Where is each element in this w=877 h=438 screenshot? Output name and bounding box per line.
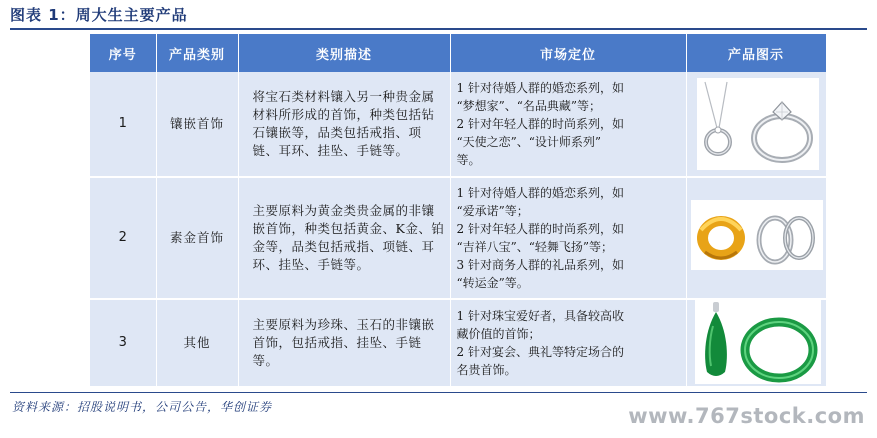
table-row xyxy=(90,177,826,299)
positioning-line: 2 针对年轻人群的时尚系列，如 xyxy=(456,117,624,131)
row-category: 镶嵌首饰 xyxy=(156,72,238,177)
row-category: 素金首饰 xyxy=(156,177,238,299)
positioning-line: “爱承诺”等； xyxy=(456,204,529,218)
positioning-line: 藏价值的首饰； xyxy=(456,327,541,341)
title-rule xyxy=(10,28,867,30)
table-row xyxy=(90,299,826,387)
row-description: 将宝石类材料镶入另一种贵金属材料所形成的首饰，种类包括钻石镶嵌等，品类包括戒指、项链、耳环、挂坠、手链等。 xyxy=(238,72,450,177)
watermark: www.767stock.com xyxy=(628,404,865,428)
positioning-line: “转运金”等。 xyxy=(456,276,529,290)
positioning-line: 名贵首饰。 xyxy=(456,363,517,377)
row-description: 主要原料为黄金类贵金属的非镶嵌首饰，种类包括黄金、K金、铂金等，品类包括戒指、项链、耳环、挂坠、手链等。 xyxy=(238,177,450,299)
row-description: 主要原料为珍珠、玉石的非镶嵌首饰，包括戒指、挂坠、手链等。 xyxy=(238,299,450,387)
gold-ring-and-platinum-bands-icon xyxy=(687,178,827,298)
positioning-line: “吉祥八宝”、“轻舞飞扬”等； xyxy=(456,240,614,254)
row-number: 3 xyxy=(90,299,156,387)
row-positioning xyxy=(450,72,686,177)
row-number: 1 xyxy=(90,72,156,177)
positioning-line: “梦想家”、“名品典藏”等； xyxy=(456,99,602,113)
figure-title: 图表 1：周大生主要产品 xyxy=(10,6,188,24)
positioning-line: 3 针对商务人群的礼品系列，如 xyxy=(456,258,624,272)
table-row xyxy=(90,72,826,177)
row-image xyxy=(686,72,826,177)
positioning-line: 1 针对待婚人群的婚恋系列，如 xyxy=(456,186,624,200)
header-number: 序号 xyxy=(90,34,156,72)
row-image xyxy=(686,177,826,299)
row-image xyxy=(686,299,826,387)
products-table xyxy=(90,34,827,388)
header-positioning: 市场定位 xyxy=(450,34,686,72)
header-image: 产品图示 xyxy=(686,34,826,72)
source-rule xyxy=(10,392,867,393)
source-note: 资料来源：招股说明书，公司公告，华创证券 xyxy=(12,400,273,414)
positioning-line: 2 针对宴会、典礼等特定场合的 xyxy=(456,345,624,359)
positioning-line: 2 针对年轻人群的时尚系列，如 xyxy=(456,222,624,236)
row-category: 其他 xyxy=(156,299,238,387)
positioning-line: 等。 xyxy=(456,153,481,167)
diamond-pendant-and-ring-icon xyxy=(687,72,827,176)
row-positioning xyxy=(450,299,686,387)
row-number: 2 xyxy=(90,177,156,299)
positioning-line: 1 针对待婚人群的婚恋系列，如 xyxy=(456,81,624,95)
jade-pendant-and-bangle-icon xyxy=(687,300,827,386)
header-category: 产品类别 xyxy=(156,34,238,72)
table-header-row xyxy=(90,34,826,72)
row-positioning xyxy=(450,177,686,299)
positioning-line: 1 针对珠宝爱好者，具备较高收 xyxy=(456,309,624,323)
positioning-line: “天使之恋”、“设计师系列” xyxy=(456,135,602,149)
header-description: 类别描述 xyxy=(238,34,450,72)
